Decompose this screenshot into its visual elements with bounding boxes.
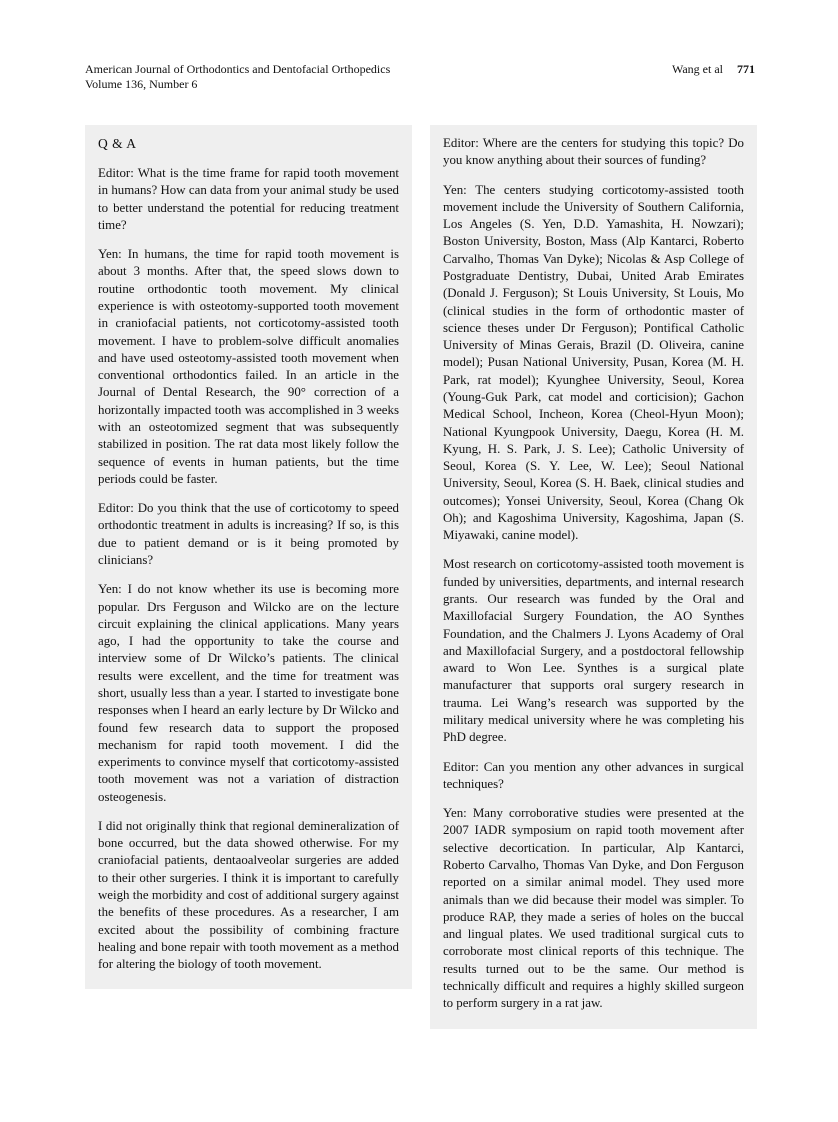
paragraph-editor-question-3: Editor: Where are the centers for studying this topic? Do you know anything about their sources of funding? [443, 136, 744, 168]
paragraph-yen-answer-3: Yen: The centers studying corticotomy-assisted tooth movement include the University of Southern California, Los Angeles (S. Yen, D.D. Yamashita, H. Nowzari); Boston University, Boston, Mass (Alp Kantarci, Roberto Carvalho, Thomas Van Dyke); Nicolas & Asp College of Postgraduate Dentistry, Dubai, United Arab Emirates (Donald J. Ferguson); St Louis University, St Louis, Mo (clinical studies in the form of orthodontic master of science theses under Dr Ferguson); Pontifical Catholic University of Minas Gerais, Brazil (D. Oliveira, canine model); Pusan National University, Pusan, Korea (M. H. Park, rat model); Kyunghee University, Seoul, Korea (Young-Guk Park, cat model and corticision); Gachon Medical School, Incheon, Korea (Cheol-Hyun Moon); National Kyungpook University, Daegu, Korea (H. M. Kyung, H. S. Park, J. S. Lee); Catholic University of Seoul, Korea (S. Y. Lee, W. Lee); Seoul National University, Seoul, Korea (S. H. Baek, clinical studies and outcomes); Yonsei University, Seoul, Korea (Chang Ok Oh); and Kagoshima University, Kagoshima, Japan (S. Miyawaki, canine model). [443, 182, 744, 543]
journal-info [85, 62, 390, 92]
journal-issue: Volume 136, Number 6 [85, 77, 198, 91]
paragraph-yen-answer-1: Yen: In humans, the time for rapid tooth movement is about 3 months. After that, the speed slows down to routine orthodontic tooth movement. My clinical experience is with osteotomy-supported tooth movement in craniofacial patients, not corticotomy-assisted tooth movement. I have to problem-solve difficult anomalies and have used osteotomy-assisted tooth movement when conventional orthodontics failed. In an article in the Journal of Dental Research, the 90° correction of a horizontally impacted tooth was accomplished in 3 weeks with an osteotomized segment that was subsequently stabilized in position. The rat data most likely follow the sequence of events in human patients, but the time periods could be faster. [98, 247, 399, 486]
left-column [85, 125, 412, 989]
page-header [85, 62, 755, 92]
paragraph-editor-question-4: Editor: Can you mention any other advances in surgical techniques? [443, 759, 744, 791]
journal-title: American Journal of Orthodontics and Dentofacial Orthopedics [85, 62, 391, 76]
section-title: Q & A [98, 136, 137, 151]
paragraph-editor-question-1: Editor: What is the time frame for rapid tooth movement in humans? How can data from your animal study be used to better understand the potential for reducing treatment time? [98, 166, 399, 232]
paragraph-yen-answer-2-continued: I did not originally think that regional demineralization of bone occurred, but the data showed otherwise. For my craniofacial patients, dentaoalveolar surgeries are added to their other surgeries. I think it is important to carefully weigh the morbidity and cost of additional surgery against the benefits of these procedures. As a researcher, I am excited about the possibility of combining fracture healing and bone repair with tooth movement as a method for altering the biology of tooth movement. [98, 818, 399, 972]
paragraph-editor-question-2: Editor: Do you think that the use of corticotomy to speed orthodontic treatment in adults is increasing? If so, is this due to patient demand or is it being promoted by clinicians? [98, 501, 399, 567]
paragraph-yen-answer-2: Yen: I do not know whether its use is becoming more popular. Drs Ferguson and Wilcko are on the lecture circuit explaining the clinical applications. Many years ago, I had the opportunity to take the course and interview some of Dr Wilcko’s patients. The clinical results were excellent, and the time for treatment was short, usually less than a year. I started to investigate bone responses when I heard an early lecture by Dr Wilcko and found few research data to support the proposed mechanism for rapid tooth movement. I did the experiments to convince myself that corticotomy-assisted tooth movement was not a variation of distraction osteogenesis. [98, 582, 399, 804]
article-body [85, 125, 757, 1029]
paragraph-yen-answer-3-continued: Most research on corticotomy-assisted tooth movement is funded by universities, departments, and internal research grants. Our research was funded by the Oral and Maxillofacial Surgery Foundation, the AO Synthes Foundation, and the Chalmers J. Lyons Academy of Oral and Maxillofacial Surgery, and a postdoctoral fellowship award to Won Lee. Synthes is a surgical plate manufacturer that supports oral surgery research in trauma. Lei Wang’s research was supported by the military medical university where he was completing his PhD degree. [443, 557, 744, 745]
right-column [430, 125, 757, 1029]
running-head-authors: Wang et al [671, 62, 723, 76]
running-head [672, 62, 755, 77]
page-number: 771 [737, 62, 755, 76]
paragraph-yen-answer-4: Yen: Many corroborative studies were presented at the 2007 IADR symposium on rapid tooth movement after selective decortication. In particular, Alp Kantarci, Roberto Carvalho, Thomas Van Dyke, and Don Ferguson reported on a similar animal model. They used more animals than we did because their model was simpler. To produce RAP, they made a series of holes on the buccal and lingual plates. We used traditional surgical cuts to corroborate most clinical reports of this technique. The results turned out to be the same. Our method is technically difficult and requires a highly skilled surgeon to perform surgery in a rat jaw. [443, 806, 744, 1011]
